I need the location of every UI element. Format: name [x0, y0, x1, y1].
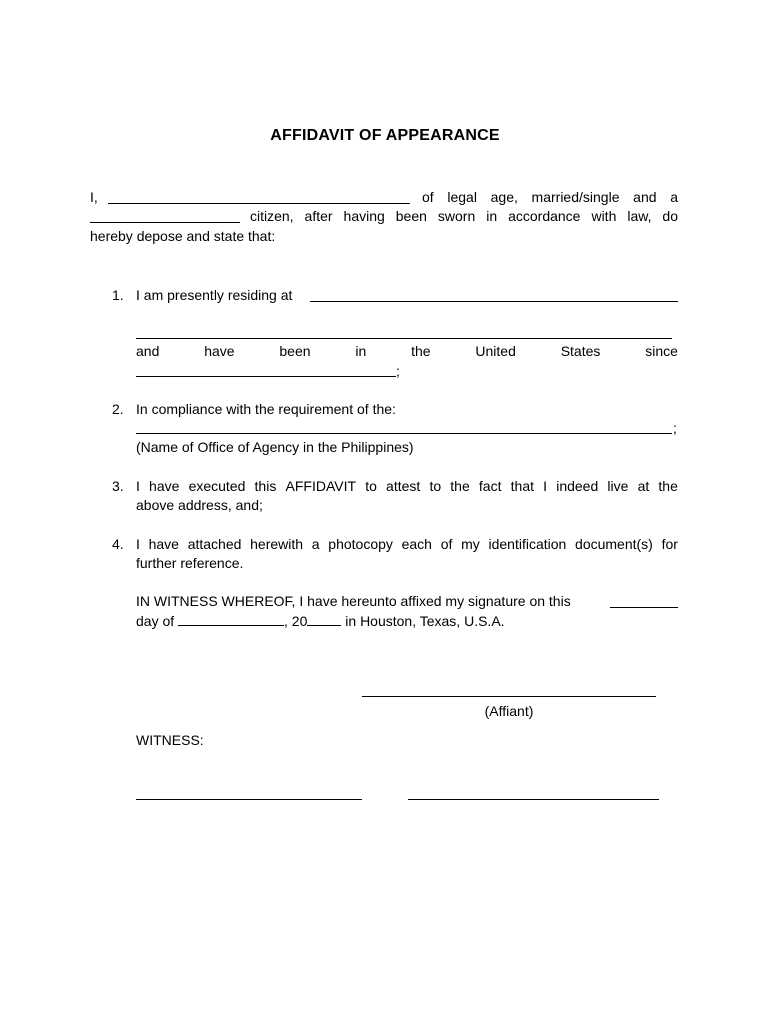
item-3-word: to [429, 478, 442, 494]
item-4-word: my [461, 536, 480, 552]
item-2-line-1: In compliance with the requirement of the: [136, 401, 396, 417]
item-1-word: in [355, 343, 367, 359]
item-3-word: this [254, 478, 277, 494]
item-2-number: 2. [112, 401, 124, 417]
intro-word: citizen, [250, 208, 294, 224]
item-1-word: been [279, 343, 311, 359]
item-2-line-3: (Name of Office of Agency in the Philippines) [136, 439, 414, 455]
intro-word: after [304, 208, 333, 224]
intro-line-1-prefix: I, [90, 189, 98, 205]
witness-1-signature-line[interactable] [136, 799, 362, 800]
signing-year-field[interactable] [307, 611, 341, 626]
item-3-line-2: above address, and; [136, 497, 263, 513]
intro-word: having [343, 208, 385, 224]
item-3-word: fact [478, 478, 502, 494]
item-3-number: 3. [112, 478, 124, 494]
item-3-word: live [607, 478, 629, 494]
location-label: in Houston, Texas, U.S.A. [345, 613, 505, 629]
item-4-word: of [440, 536, 453, 552]
citizenship-field[interactable] [90, 208, 240, 223]
intro-word: with [591, 208, 617, 224]
item-3-word: the [658, 478, 678, 494]
item-1-word: States [560, 343, 601, 359]
item-4-number: 4. [112, 536, 124, 552]
item-3-word: I [543, 478, 548, 494]
item-4-word: a [311, 536, 320, 552]
signing-day-field[interactable] [610, 593, 678, 608]
item-4-line-2: further reference. [136, 555, 244, 571]
item-1-word: since [645, 343, 678, 359]
residence-address-field-2[interactable] [136, 324, 672, 339]
item-3-word: AFFIDAVIT [285, 478, 357, 494]
item-1-word: United [475, 343, 516, 359]
item-3-word: I [136, 478, 140, 494]
day-of-label: day of [136, 613, 175, 629]
affiant-label: (Affiant) [484, 703, 534, 719]
intro-word: law, [627, 208, 652, 224]
signing-month-field[interactable] [178, 611, 284, 626]
item-1-word: the [411, 343, 431, 359]
item-4-word: identification [488, 536, 567, 552]
item-4-word: each [401, 536, 432, 552]
item-1-word: and [136, 343, 160, 359]
item-2-line-2-suffix: ; [673, 420, 677, 436]
item-1-word: have [204, 343, 235, 359]
item-4-word: I [136, 536, 140, 552]
intro-line-3: hereby depose and state that: [90, 228, 276, 244]
intro-word: in [486, 208, 498, 224]
witness-clause-line-2 [136, 611, 505, 630]
year-prefix-label: , 20 [284, 613, 308, 629]
item-3-word: attest [386, 478, 421, 494]
item-4-word: for [661, 536, 678, 552]
item-4-line-1 [136, 535, 678, 553]
agency-name-field[interactable] [136, 419, 672, 434]
name-field[interactable] [108, 189, 410, 204]
intro-word: been [395, 208, 427, 224]
item-3-line-1 [136, 477, 678, 495]
intro-word: accordance [508, 208, 581, 224]
item-4-word: have [148, 536, 179, 552]
item-3-word: indeed [556, 478, 599, 494]
witness-label: WITNESS: [136, 732, 204, 748]
item-3-word: at [637, 478, 650, 494]
witness-2-signature-line[interactable] [408, 799, 659, 800]
since-date-field[interactable] [136, 362, 396, 377]
item-3-word: to [365, 478, 377, 494]
document-title: AFFIDAVIT OF APPEARANCE [270, 127, 500, 144]
witness-clause-line-1: IN WITNESS WHEREOF, I have hereunto affixed my signature on this [136, 593, 571, 609]
item-4-word: photocopy [328, 536, 393, 552]
intro-word: sworn [437, 208, 476, 224]
intro-line-1-suffix: of legal age, married/single and a [422, 189, 678, 205]
residence-address-field-1[interactable] [310, 287, 678, 302]
item-3-word: executed [188, 478, 246, 494]
intro-line-2 [250, 207, 678, 225]
item-1-line-1: I am presently residing at [136, 287, 293, 303]
intro-word: do [662, 208, 678, 224]
item-3-word: that [510, 478, 534, 494]
affiant-signature-line[interactable] [362, 696, 656, 697]
item-4-word: document(s) [575, 536, 653, 552]
item-4-word: attached [187, 536, 242, 552]
item-1-number: 1. [112, 287, 124, 303]
item-4-word: herewith [250, 536, 304, 552]
item-3-word: the [450, 478, 470, 494]
item-1-line-3 [136, 342, 678, 360]
item-1-line-4-suffix: ; [396, 363, 400, 379]
item-3-word: have [149, 478, 180, 494]
